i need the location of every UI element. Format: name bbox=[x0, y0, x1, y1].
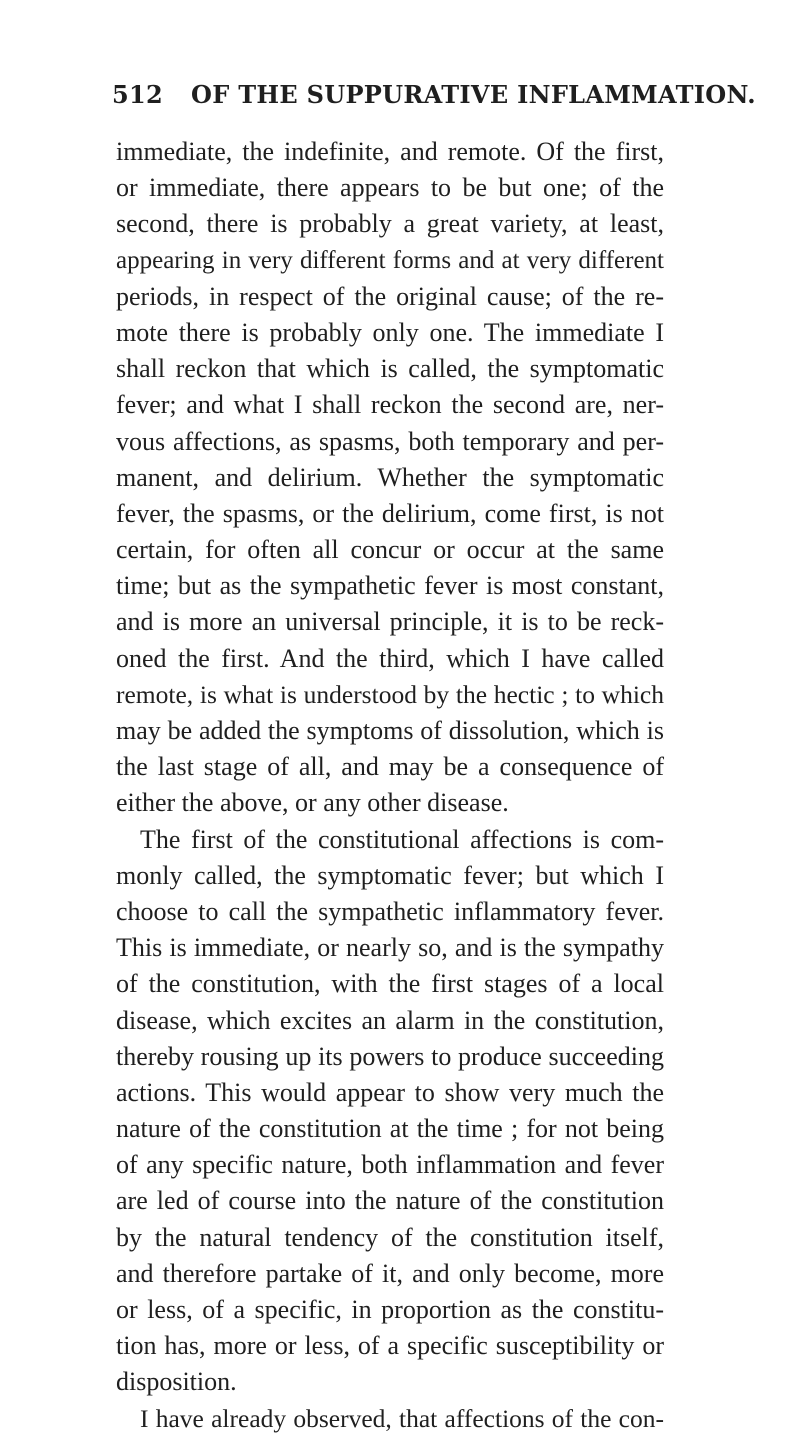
text-line: fever; and what I shall reckon the second are, ner- bbox=[116, 390, 664, 420]
text-line: mote there is probably only one. The immediate I bbox=[116, 317, 664, 347]
text-line: of the constitution, with the first stages of a local bbox=[116, 969, 664, 999]
text-line: and is more an universal principle, it is to be reck- bbox=[116, 607, 664, 637]
text-line: thereby rousing up its powers to produce succeeding bbox=[116, 1041, 664, 1071]
text-line: time; but as the sympathetic fever is most constant, bbox=[116, 571, 664, 601]
text-line: actions. This would appear to show very much the bbox=[116, 1077, 664, 1107]
text-line: tion has, more or less, of a specific susceptibility or bbox=[116, 1331, 664, 1361]
text-line: remote, is what is understood by the hectic ; to which bbox=[116, 679, 664, 709]
text-line: oned the first. And the third, which I have called bbox=[116, 643, 664, 673]
chapter-title: OF THE SUPPURATIVE INFLAMMATION. bbox=[191, 80, 756, 109]
text-line: manent, and delirium. Whether the symptomatic bbox=[116, 462, 664, 492]
text-line: the last stage of all, and may be a consequence of bbox=[116, 752, 664, 782]
text-line: immediate, the indefinite, and remote. Of the first, bbox=[116, 137, 664, 166]
text-line: disease, which excites an alarm in the constitution, bbox=[116, 1005, 664, 1035]
text-line: disposition. bbox=[116, 1367, 237, 1397]
text-line: I have already observed, that affections of the con- bbox=[140, 1403, 664, 1433]
text-line: by the natural tendency of the constitution itself, bbox=[116, 1222, 664, 1252]
text-line: may be added the symptoms of dissolution, which is bbox=[116, 716, 664, 745]
text-line: or immediate, there appears to be but one; of the bbox=[116, 173, 664, 203]
text-line: are led of course into the nature of the constitution bbox=[116, 1186, 664, 1216]
text-line: and therefore partake of it, and only become, more bbox=[116, 1258, 664, 1288]
text-line: either the above, or any other disease. bbox=[116, 788, 509, 818]
text-line: certain, for often all concur or occur at the same bbox=[116, 535, 664, 565]
text-line: of any specific nature, both inflammation and fever bbox=[116, 1150, 664, 1180]
text-line: fever, the spasms, or the delirium, come first, is not bbox=[116, 498, 664, 528]
text-line: second, there is probably a great variety, at least, bbox=[116, 209, 664, 239]
text-line: nature of the constitution at the time ; for not being bbox=[116, 1114, 664, 1144]
text-line: shall reckon that which is called, the symptomatic bbox=[116, 354, 664, 384]
text-line: vous affections, as spasms, both temporary and per- bbox=[116, 426, 664, 456]
text-line: periods, in respect of the original cause; of the re- bbox=[116, 281, 664, 311]
text-line: monly called, the symptomatic fever; but which I bbox=[116, 860, 664, 890]
text-line: This is immediate, or nearly so, and is the sympathy bbox=[116, 933, 664, 963]
text-line: choose to call the sympathetic inflammatory fever. bbox=[116, 896, 664, 926]
text-line: appearing in very different forms and at very different bbox=[116, 246, 664, 274]
body-text bbox=[116, 134, 664, 1437]
running-head bbox=[112, 80, 756, 116]
text-line: or less, of a specific, in proportion as the constitu- bbox=[116, 1295, 664, 1324]
page-number: 512 bbox=[112, 80, 163, 109]
text-line: The first of the constitutional affections is com- bbox=[140, 824, 664, 854]
